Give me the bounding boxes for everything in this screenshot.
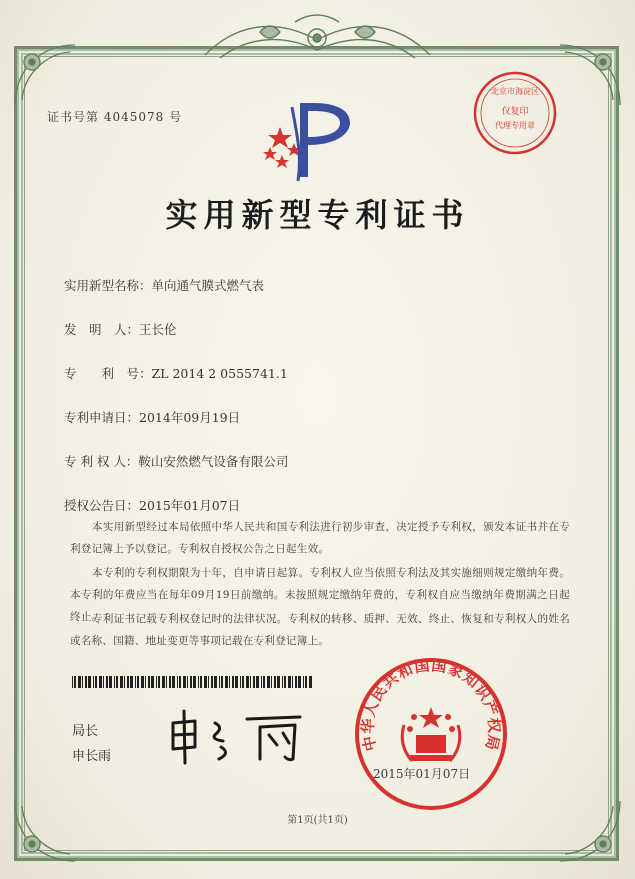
body-paragraph: 本专利的专利权期限为十年，自申请日起算。专利权人应当依照专利法及其实施细则规定缴纳年费。本专利的年费应当在每年09月19日前缴纳。未按照规定缴纳年费的，专利权自应当缴纳年费期满之日起终止。 bbox=[70, 567, 570, 623]
svg-text:代理专用章: 代理专用章 bbox=[495, 121, 535, 130]
barcode-bar bbox=[271, 676, 272, 688]
certificate-number bbox=[47, 108, 182, 125]
barcode-bar bbox=[124, 676, 125, 688]
field-value: 鞍山安然燃气设备有限公司 bbox=[138, 454, 289, 469]
field-application-date bbox=[64, 408, 240, 426]
barcode-bar bbox=[214, 676, 217, 688]
certificate-number-value: 4045078 bbox=[103, 110, 165, 124]
barcode-bar bbox=[225, 676, 228, 688]
barcode-bar bbox=[156, 676, 157, 688]
barcode-bar bbox=[162, 676, 165, 688]
agency-stamp-icon bbox=[470, 68, 560, 158]
field-label: 授权公告日： bbox=[64, 498, 140, 513]
barcode-bar bbox=[151, 676, 154, 688]
director-title: 局长 bbox=[72, 724, 99, 739]
official-seal-icon bbox=[352, 655, 510, 813]
barcode-bar bbox=[250, 676, 251, 688]
page-number: 第1页(共1页) bbox=[287, 815, 348, 826]
body-paragraph: 本实用新型经过本局依照中华人民共和国专利法进行初步审查，决定授予专利权，颁发本证书并在专利登记簿上予以登记。专利权自授权公告之日起生效。 bbox=[70, 521, 570, 555]
barcode-bar bbox=[187, 676, 188, 688]
barcode-bar bbox=[253, 676, 255, 688]
barcode-bar bbox=[88, 676, 91, 688]
corner-ornament-icon bbox=[10, 796, 80, 866]
certificate-number-label: 证书号第 bbox=[47, 110, 100, 124]
barcode-bar bbox=[193, 676, 196, 688]
barcode-bar bbox=[109, 676, 112, 688]
barcode-icon bbox=[72, 676, 312, 688]
barcode-bar bbox=[99, 676, 102, 688]
barcode-bar bbox=[274, 676, 276, 688]
field-value: 2014年09月19日 bbox=[139, 410, 241, 425]
director-name: 申长雨 bbox=[72, 749, 112, 764]
barcode-bar bbox=[145, 676, 146, 688]
field-inventor bbox=[64, 320, 177, 338]
body-paragraph: 专利证书记载专利权登记时的法律状况。专利权的转移、质押、无效、终止、恢复和专利权人的姓名或名称、国籍、地址变更等事项记载在专利登记簿上。 bbox=[70, 613, 570, 647]
barcode-bar bbox=[93, 676, 94, 688]
barcode-bar bbox=[177, 676, 178, 688]
barcode-bar bbox=[242, 676, 244, 688]
corner-ornament-icon bbox=[555, 40, 625, 110]
barcode-bar bbox=[183, 676, 186, 688]
svg-text:仅复印: 仅复印 bbox=[501, 107, 529, 117]
barcode-bar bbox=[303, 676, 304, 688]
seal-date: 2015年01月07日 bbox=[373, 767, 471, 781]
field-patent-number bbox=[64, 364, 288, 382]
field-value: ZL 2014 2 0555741.1 bbox=[151, 366, 288, 381]
barcode-bar bbox=[277, 676, 280, 688]
barcode-bar bbox=[74, 676, 76, 688]
barcode-bar bbox=[116, 676, 118, 688]
barcode-bar bbox=[103, 676, 104, 688]
barcode-bar bbox=[284, 676, 286, 688]
field-value: 单向通气膜式燃气表 bbox=[151, 278, 265, 293]
field-label: 专 利 号： bbox=[64, 366, 152, 381]
barcode-bar bbox=[85, 676, 87, 688]
barcode-bar bbox=[256, 676, 259, 688]
corner-ornament-icon bbox=[555, 796, 625, 866]
barcode-bar bbox=[114, 676, 115, 688]
barcode-bar bbox=[282, 676, 283, 688]
barcode-bar bbox=[211, 676, 213, 688]
field-label: 专利申请日： bbox=[64, 410, 140, 425]
barcode-bar bbox=[295, 676, 297, 688]
field-label: 实用新型名称： bbox=[64, 278, 152, 293]
barcode-bar bbox=[106, 676, 108, 688]
barcode-bar bbox=[235, 676, 238, 688]
barcode-bar bbox=[298, 676, 301, 688]
corner-ornament-icon bbox=[10, 40, 80, 110]
barcode-bar bbox=[263, 676, 265, 688]
barcode-bar bbox=[232, 676, 234, 688]
barcode-bar bbox=[135, 676, 136, 688]
barcode-bar bbox=[169, 676, 171, 688]
barcode-bar bbox=[120, 676, 123, 688]
barcode-bar bbox=[221, 676, 223, 688]
barcode-bar bbox=[130, 676, 133, 688]
barcode-bar bbox=[179, 676, 181, 688]
barcode-bar bbox=[267, 676, 270, 688]
barcode-bar bbox=[137, 676, 139, 688]
certificate-title: 实用新型专利证书 bbox=[165, 196, 470, 234]
barcode-bar bbox=[204, 676, 207, 688]
field-value: 2015年01月07日 bbox=[139, 498, 241, 513]
barcode-bar bbox=[82, 676, 83, 688]
barcode-bar bbox=[240, 676, 241, 688]
field-utility-model-name bbox=[64, 276, 264, 294]
field-label: 专 利 权 人： bbox=[64, 454, 139, 469]
barcode-bar bbox=[292, 676, 293, 688]
barcode-bar bbox=[208, 676, 209, 688]
barcode-bar bbox=[72, 676, 73, 688]
barcode-bar bbox=[166, 676, 167, 688]
director-signature-icon bbox=[165, 705, 310, 765]
svg-text:中华人民共和国国家知识产权局: 中华人民共和国国家知识产权局 bbox=[358, 656, 504, 753]
svg-text:北京市海淀区: 北京市海淀区 bbox=[491, 87, 539, 96]
barcode-bar bbox=[219, 676, 220, 688]
barcode-bar bbox=[200, 676, 202, 688]
field-grant-date bbox=[64, 496, 240, 514]
patent-office-logo-icon bbox=[252, 95, 362, 185]
barcode-bar bbox=[261, 676, 262, 688]
barcode-bar bbox=[229, 676, 230, 688]
field-label: 发 明 人： bbox=[64, 322, 140, 337]
top-ornament-icon bbox=[200, 10, 435, 70]
barcode-bar bbox=[309, 676, 312, 688]
barcode-bar bbox=[127, 676, 129, 688]
barcode-bar bbox=[198, 676, 199, 688]
barcode-bar bbox=[148, 676, 150, 688]
field-value: 王长伦 bbox=[139, 322, 177, 337]
barcode-bar bbox=[141, 676, 144, 688]
barcode-bar bbox=[95, 676, 97, 688]
barcode-bar bbox=[78, 676, 81, 688]
barcode-bar bbox=[246, 676, 249, 688]
barcode-bar bbox=[305, 676, 307, 688]
barcode-bar bbox=[288, 676, 291, 688]
barcode-bar bbox=[172, 676, 175, 688]
barcode-bar bbox=[158, 676, 160, 688]
field-patentee bbox=[64, 452, 288, 470]
barcode-bar bbox=[190, 676, 192, 688]
certificate-number-suffix: 号 bbox=[169, 110, 183, 124]
